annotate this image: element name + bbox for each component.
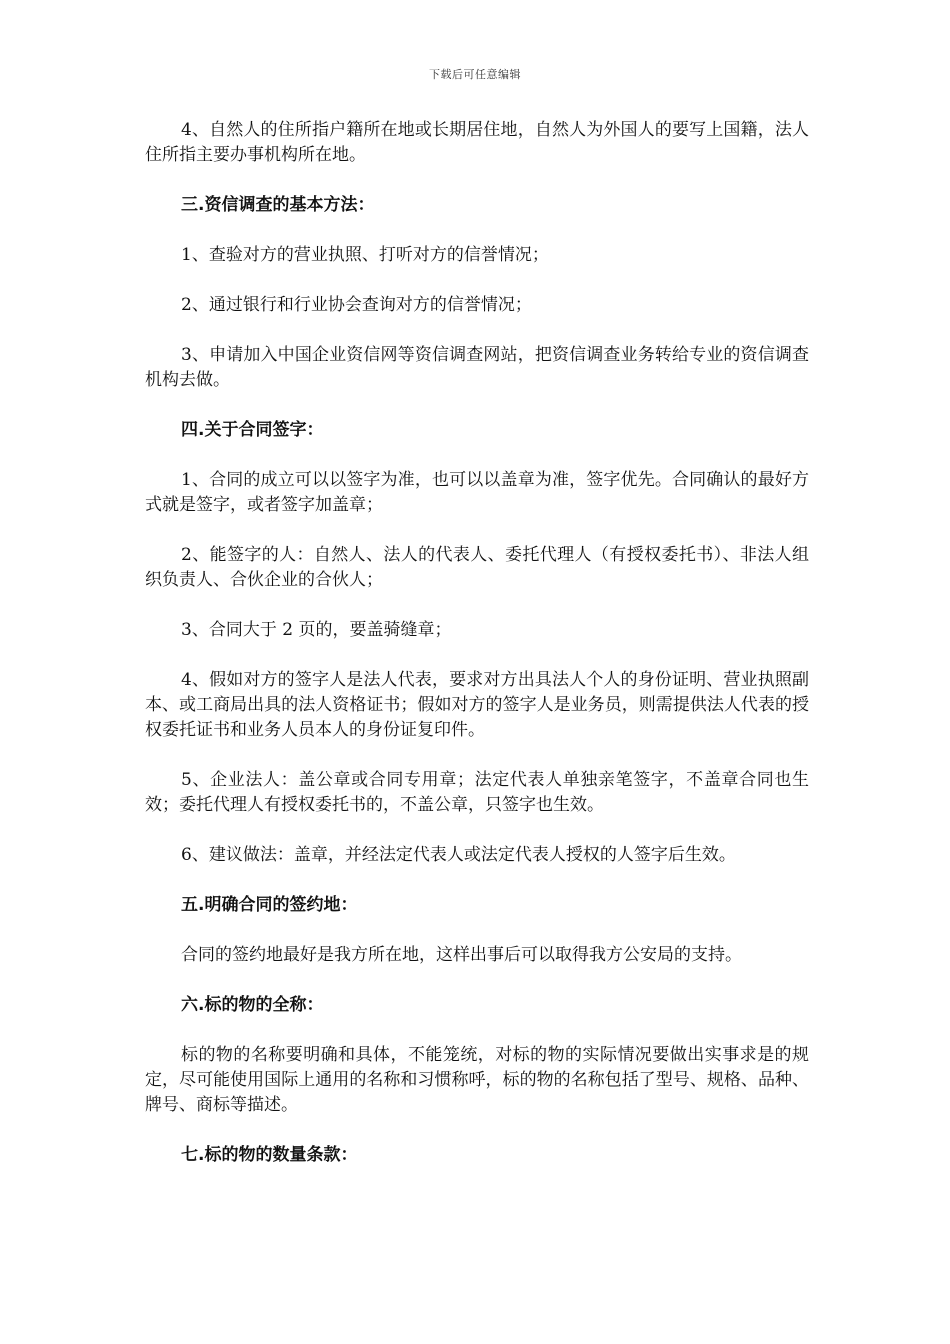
paragraph-credit-method-2: 2、通过银行和行业协会查询对方的信誉情况； xyxy=(181,295,532,315)
section-heading-credit-investigation: 三.资信调查的基本方法： xyxy=(181,195,375,215)
paragraph-signing-5: 5、企业法人：盖公章或合同专用章；法定代表人单独亲笔签字，不盖章合同也生效；委托代理人有授权委托书的，不盖公章，只签字也生效。 xyxy=(145,770,809,815)
paragraph-signing-6: 6、建议做法：盖章，并经法定代表人或法定代表人授权的人签字后生效。 xyxy=(181,845,736,865)
section-heading-quantity-clause: 七.标的物的数量条款： xyxy=(181,1145,358,1165)
page-header: 下载后可任意编辑 xyxy=(429,68,521,81)
paragraph-credit-method-1: 1、查验对方的营业执照、打听对方的信誉情况； xyxy=(181,245,549,265)
paragraph-signing-3: 3、合同大于 2 页的，要盖骑缝章； xyxy=(181,620,452,640)
document-body xyxy=(145,118,809,1193)
section-heading-signing-place: 五.明确合同的签约地： xyxy=(181,895,358,915)
paragraph-signing-2: 2、能签字的人：自然人、法人的代表人、委托代理人（有授权委托书）、非法人组织负责人、合伙企业的合伙人； xyxy=(145,545,809,590)
paragraph-subject-name: 标的物的名称要明确和具体，不能笼统，对标的物的实际情况要做出实事求是的规定，尽可能使用国际上通用的名称和习惯称呼，标的物的名称包括了型号、规格、品种、牌号、商标等描述。 xyxy=(145,1045,809,1115)
paragraph-residence: 4、自然人的住所指户籍所在地或长期居住地，自然人为外国人的要写上国籍，法人住所指主要办事机构所在地。 xyxy=(145,120,809,165)
section-heading-subject-name: 六.标的物的全称： xyxy=(181,995,324,1015)
paragraph-signing-1: 1、合同的成立可以以签字为准，也可以以盖章为准，签字优先。合同确认的最好方式就是签字，或者签字加盖章； xyxy=(145,470,809,515)
paragraph-signing-4: 4、假如对方的签字人是法人代表，要求对方出具法人个人的身份证明、营业执照副本、或工商局出具的法人资格证书；假如对方的签字人是业务员，则需提供法人代表的授权委托证书和业务人员本人的身份证复印件。 xyxy=(145,670,809,740)
section-heading-contract-signing: 四.关于合同签字： xyxy=(181,420,324,440)
paragraph-signing-place: 合同的签约地最好是我方所在地，这样出事后可以取得我方公安局的支持。 xyxy=(181,945,742,965)
paragraph-credit-method-3: 3、申请加入中国企业资信网等资信调查网站，把资信调查业务转给专业的资信调查机构去做。 xyxy=(145,345,809,390)
